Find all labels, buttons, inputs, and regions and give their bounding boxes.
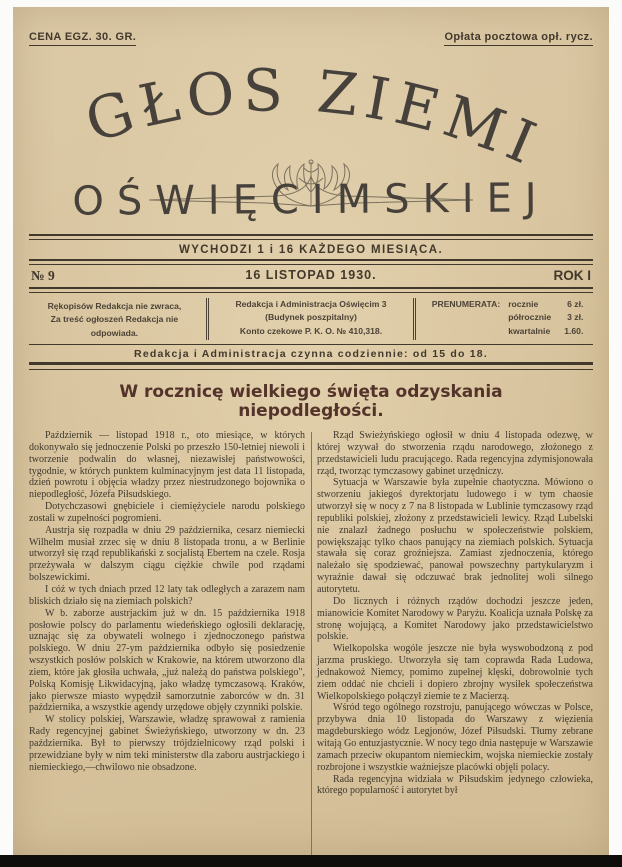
info-boxes-row [29,293,593,344]
address-note [215,298,407,340]
article-body [29,430,593,867]
subscription-period: rocznie [508,299,539,309]
office-hours-banner: Redakcja i Administracja czynna codziennie: od 15 do 18. [134,347,488,360]
issue-row [29,265,593,287]
newspaper-paper [13,7,609,855]
subscription-row [508,298,583,311]
paragraph: Wśród tego ogólnego rozstroju, panującego wówczas w Polsce, przybywa dnia 10 listopada do Warszawy z więzienia magdeburskiego wódz Legjonów, Józef Piłsudski. Tłumy zebrane witają Go entuzjastycznie. W nocy tego dnia następuje w Warszawie zamach przeciw okupantom niemieckim, wojska niemieckie zostały rozbrojone i wszystkie ważniejsze placówki objęli polacy. [317,702,593,773]
paragraph: W b. zaborze austrjackim już w dn. 15 października 1918 posłowie polscy do parlamentu wiedeńskiego ogłosili deklarację, uznając się za obywateli wolnego i zjednoczonego państwa polskiego. W dniu 27-ym października odbyło się posiedzenie wszystkich posłów polskich w Krakowie, na którem utworzono dla ziem, które jak głosiła uchwała, „już należą do państwa polskiego", Polską Komisję Likwidacyjną, jako władzę tymczasową. Kraków, jako pierwsze miasto wypędził samorzutnie zaborców w dn. 31 października, a wszystkie agendy urzędowe objęły czynniki polskie. [29,607,305,714]
paragraph: Rada regencyjna widziała w Piłsudskim jedynego człowieka, którego popularność i autorytet był [317,773,593,797]
headline-line: niepodległości. [238,401,384,422]
paragraph: I cóż w tych dniach przed 12 laty tak odległych a zarazem nam bliskich działo się na ziemiach polskich? [29,584,305,607]
postage-label: Opłata pocztowa opł. rycz. [444,31,593,46]
subscription-row [508,311,583,324]
subscription-period: kwartalnie [508,325,551,336]
headline-line: W rocznicę wielkiego święta odzyskania [119,381,503,402]
subscription-price: 6 zł. [567,299,584,309]
manuscripts-line: Rękopisów Redakcja nie zwraca, [47,301,182,311]
scan-bottom-edge [0,855,622,867]
subscription-box [422,298,593,340]
article-column-right [317,430,593,867]
article-headline [29,383,593,422]
manuscripts-line: Za treść ogłoszeń Redakcja nie [50,314,179,325]
vertical-divider [413,298,416,340]
paragraph: Październik — listopad 1918 r., oto miesiące, w których dokonywało się jednoczenie Polski po przeszło 150-letniej niewoli i tworzenie podwalin do własnej, niezawisłej państwowości, tygodnie, w których punktem kulminacyjnym jest data 11 listopada, dzień powrotu i objęcia władzy przez niestrudzonego bojownika o niepodległość, Józefa Piłsudskiego. [29,430,305,501]
article-column-left [29,430,305,867]
address-line: (Budynek poszpitalny) [265,312,357,323]
subscription-price: 3 zł. [567,312,584,323]
paragraph: Wielkopolska wogóle jeszcze nie była wyswobodzoną z pod jarzma pruskiego. Utworzyła się tam coprawda Rada Ludowa, jednakowoż Niemcy, pomimo zupełnej klęski, dobrowolnie tych ziem oddać nie chcieli i dopiero zbrojny wysiłek społeczeństwa Wielkopolskiego połączył ziemie te z Macierzą. [317,643,593,702]
paragraph: Sytuacja w Warszawie była zupełnie chaotyczna. Mówiono o stworzeniu jakiegoś dyrektorjatu ludowego i w tym chaosie utworzył się w nocy z 7 na 8 listopada w Lublinie tymczasowy rząd republiki polskiej, złożony z przedstawicieli lewicy. Rząd Lubelski nie znalazł żadnego posłuchu w społeczeństwie polskiem, powiększając tylko chaos panujący na ziemiach polskich. Sytuacja stawała się coraz groźniejsza. Zamiast zjednoczenia, którego należało się spodziewać, panował powszechny partykularyzm i wyraźnie dawał się odczuwać brak jednolitej woli silnego autorytetu. [317,477,593,595]
issue-date: 16 LISTOPAD 1930. [245,268,377,282]
address-line: Konto czekowe P. K. O. № 410,318. [239,325,383,336]
issue-year: ROK I [553,268,591,283]
paragraph: Do licznych i różnych rządów dochodzi jeszcze jeden, mianowicie Komitet Narodowy w Paryżu. Koalicja uznała Polskę za stronę wojującą, a Komitet Narodowy jako przedstawicielstwo polskie. [317,595,593,643]
paragraph: W stolicy polskiej, Warszawie, władzę sprawował z ramienia Rady regencyjnej gabinet Świeżyńskiego, utworzony w dn. 23 października. Był to pierwszy trójdzielnicowy rząd polski i przewidziane były w nim teki ministerstw dla zaboru austrjackiego i niemieckiego,—chwilowo nie obsadzone. [29,714,305,773]
subscription-label: PRENUMERATA: [431,299,501,309]
masthead [29,48,593,234]
manuscripts-note [29,298,200,340]
svg-text:GŁOS ZIEMI [78,56,552,180]
masthead-subtitle: OŚWIĘCIMSKIEJ [72,175,550,225]
rule [29,362,593,370]
address-line: Redakcja i Administracja Oświęcim 3 [235,299,387,309]
paragraph: Rząd Świeżyńskiego ogłosił w dniu 4 listopada odezwę, w której wzywał do stworzenia rządu narodowego, złożonego z przedstawicieli ludu pracującego. Rada regencyjna zdymisjonowała rząd, tworząc tymczasowy gabinet urzędniczy. [317,430,593,477]
subscription-row [508,325,583,338]
paragraph: Dotychczasowi gnębiciele i ciemiężyciele narodu polskiego zostali w zupełności pogromieni. [29,501,305,524]
masthead-title-text: GŁOS ZIEMI [77,55,552,180]
issue-number: № 9 [31,268,55,283]
vertical-divider [206,298,209,340]
frequency-note: WYCHODZI 1 i 16 KAŻDEGO MIESIĄCA. [178,244,444,256]
manuscripts-line: odpowiada. [90,327,139,338]
column-divider-rule [311,432,312,867]
subscription-period: półrocznie [508,312,552,323]
top-labels-row [29,31,593,46]
paragraph: Austrja się rozpadła w dniu 29 października, cesarz niemiecki Wilhelm musiał zrzec się w dniu 8 listopada tronu, a w Berlinie utworzył się rząd republikański z socjalistą Ebertem na czele. Rosja przeżywała w dalszym ciągu ciężkie chwile pod rządami bolszewickimi. [29,524,305,584]
subscription-price: 1.60. [564,325,584,336]
price-label: CENA EGZ. 30. GR. [29,31,136,46]
